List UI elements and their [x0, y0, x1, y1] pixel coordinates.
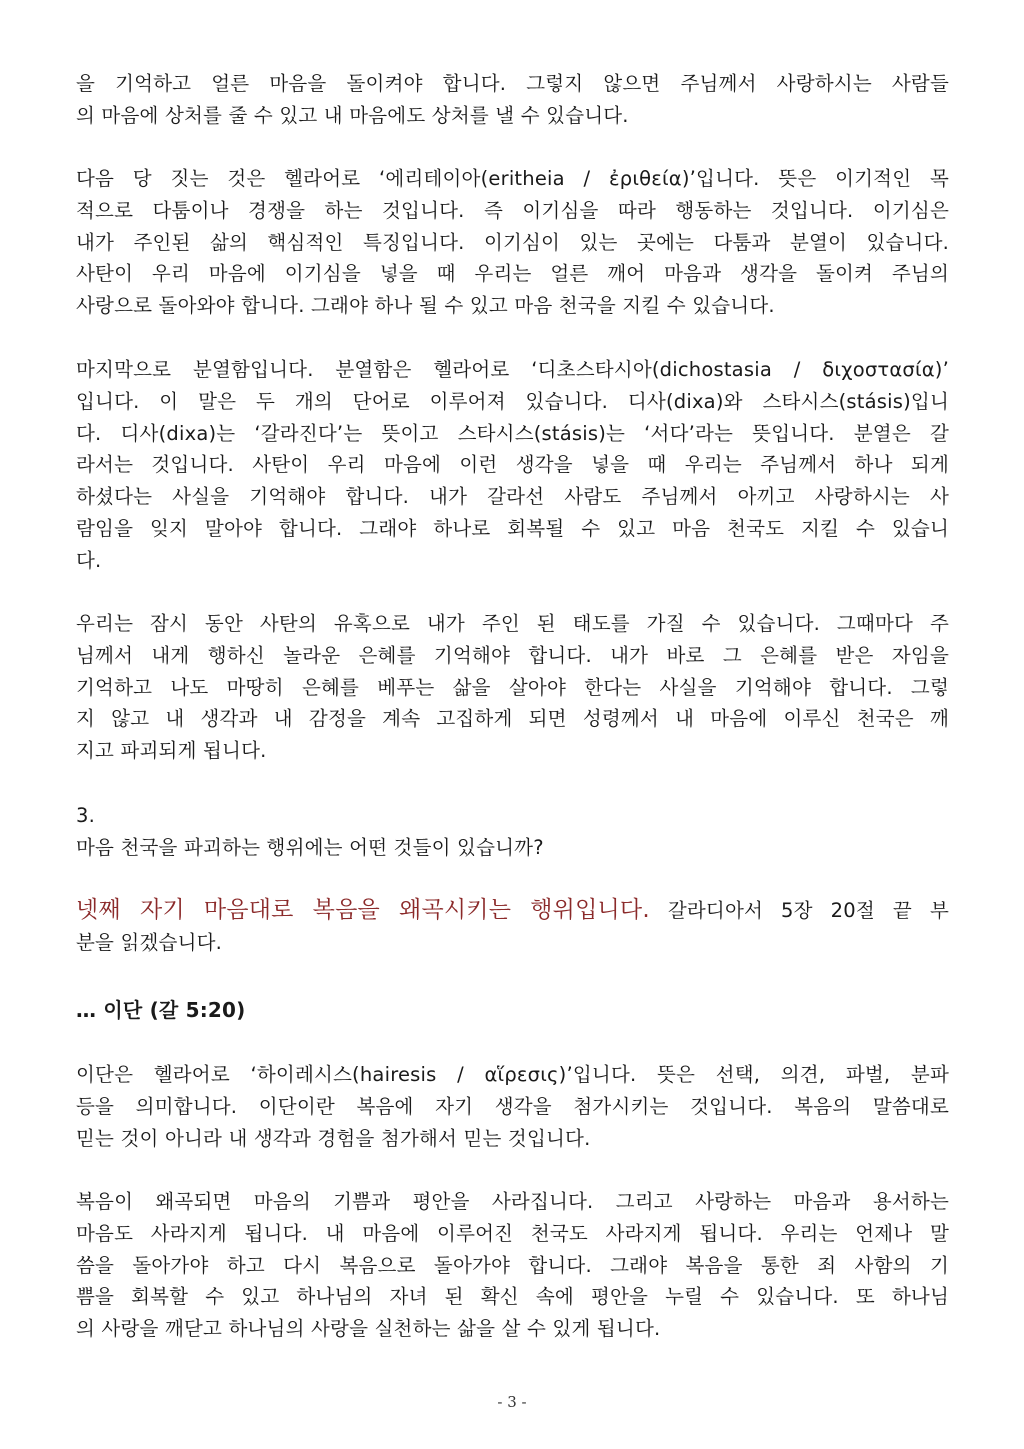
point-second-line: 분을 읽겠습니다.	[76, 930, 223, 954]
text-line: 쁨을 회복할 수 있고 하나님의 자녀 된 확신 속에 평안을 누릴 수 있습니다. 또 하나님	[76, 1285, 949, 1309]
point-heading: 넷째 자기 마음대로 복음을 왜곡시키는 행위입니다.	[76, 897, 650, 923]
paragraph-dichostasia	[76, 354, 949, 577]
text-line: 을 기억하고 얼른 마음을 돌이켜야 합니다. 그렇지 않으면 주님께서 사랑하시는 사람들	[76, 72, 949, 95]
point-tail: 갈라디아서 5장 20절 끝 부	[649, 899, 949, 922]
text-line: 믿는 것이 아니라 내 생각과 경험을 첨가해서 믿는 것입니다.	[76, 1126, 591, 1150]
text-line: 내가 주인된 삶의 핵심적인 특징입니다. 이기심이 있는 곳에는 다툼과 분열이 있습니다.	[76, 230, 949, 254]
text-line: 마지막으로 분열함입니다. 분열함은 헬라어로 ‘디초스타시아(dichostasia / διχοστασία)’	[76, 358, 949, 381]
text-line: 라서는 것입니다. 사탄이 우리 마음에 이런 생각을 넣을 때 우리는 주님께서 하나 되게	[76, 453, 949, 477]
point-four	[76, 895, 949, 959]
text-line: 사랑으로 돌아와야 합니다. 그래야 하나 될 수 있고 마음 천국을 지킬 수 있습니다.	[76, 294, 775, 318]
text-line: 하셨다는 사실을 기억해야 합니다. 내가 갈라선 사람도 주님께서 아끼고 사랑하시는 사	[76, 485, 949, 509]
text-line: 의 사랑을 깨닫고 하나님의 사랑을 실천하는 삶을 살 수 있게 됩니다.	[76, 1317, 661, 1341]
text-line: 복음이 왜곡되면 마음의 기쁨과 평안을 사라집니다. 그리고 사랑하는 마음과 용서하는	[76, 1190, 949, 1213]
text-line: 이단은 헬라어로 ‘하이레시스(hairesis / αἵρεσις)’입니다. 뜻은 선택, 의견, 파벌, 분파	[76, 1063, 949, 1086]
text-line: 람임을 잊지 말아야 합니다. 그래야 하나로 회복될 수 있고 마음 천국도 지킬 수 있습니	[76, 516, 949, 540]
paragraph-gospel	[76, 1186, 949, 1345]
text-line: 지고 파괴되게 됩니다.	[76, 739, 267, 763]
text-line: 등을 의미합니다. 이단이란 복음에 자기 생각을 첨가시키는 것입니다. 복음의 말씀대로	[76, 1094, 949, 1118]
text-line: 다.	[76, 548, 102, 572]
text-line: 입니다. 이 말은 두 개의 단어로 이루어져 있습니다. 디사(dixa)와 스타시스(stásis)입니	[76, 389, 949, 413]
text-line: 기억하고 나도 마땅히 은혜를 베푸는 삶을 살아야 한다는 사실을 기억해야 합니다. 그렇	[76, 675, 949, 699]
section-3	[76, 800, 949, 864]
section-question: 마음 천국을 파괴하는 행위에는 어떤 것들이 있습니까?	[76, 835, 544, 859]
text-line: 적으로 다툼이나 경쟁을 하는 것입니다. 즉 이기심을 따라 행동하는 것입니다. 이기심은	[76, 198, 949, 222]
text-line: 님께서 내게 행하신 놀라운 은혜를 기억해야 합니다. 내가 바로 그 은혜를 받은 자임을	[76, 643, 949, 667]
text-line: 씀을 돌아가야 하고 다시 복음으로 돌아가야 합니다. 그래야 복음을 통한 죄 사함의 기	[76, 1253, 949, 1277]
paragraph-hairesis	[76, 1059, 949, 1154]
page-number: - 3 -	[497, 1393, 527, 1411]
text-line: 지 않고 내 생각과 내 감정을 계속 고집하게 되면 성령께서 내 마음에 이루신 천국은 깨	[76, 707, 949, 731]
text-line: 다음 당 짓는 것은 헬라어로 ‘에리테이아(eritheia / ἐριθεία)’입니다. 뜻은 이기적인 목	[76, 167, 949, 190]
point-first-line	[76, 895, 949, 927]
section-number: 3.	[76, 804, 96, 827]
text-line: 사탄이 우리 마음에 이기심을 넣을 때 우리는 얼른 깨어 마음과 생각을 돌이켜 주님의	[76, 262, 949, 286]
text-line: 마음도 사라지게 됩니다. 내 마음에 이루어진 천국도 사라지게 됩니다. 우리는 언제나 말	[76, 1221, 949, 1245]
paragraph-temptation	[76, 608, 949, 767]
text-line: 다. 디사(dixa)는 ‘갈라진다’는 뜻이고 스타시스(stásis)는 ‘서다’라는 뜻입니다. 분열은 갈	[76, 421, 949, 445]
paragraph-eritheia	[76, 163, 949, 322]
text-line: 의 마음에 상처를 줄 수 있고 내 마음에도 상처를 낼 수 있습니다.	[76, 103, 629, 127]
scripture-reference: … 이단 (갈 5:20)	[76, 998, 246, 1022]
paragraph-intro	[76, 68, 949, 132]
text-line: 우리는 잠시 동안 사탄의 유혹으로 내가 주인 된 태도를 가질 수 있습니다. 그때마다 주	[76, 612, 949, 635]
